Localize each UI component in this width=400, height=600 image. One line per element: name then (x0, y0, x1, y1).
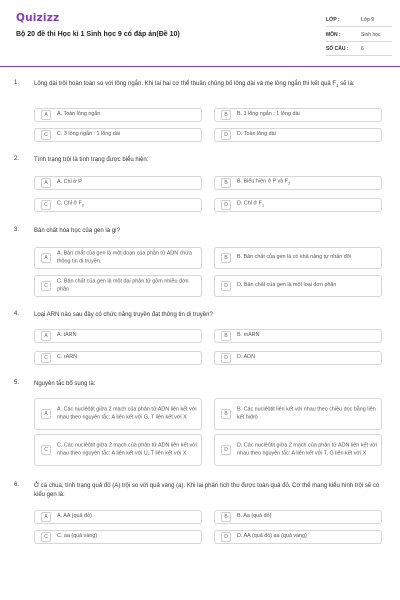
option-text: B. mARN (237, 332, 260, 339)
option-letter: A (41, 409, 51, 419)
question-text: Lông dài trội hoàn toàn so với lông ngắn. Khi lai hai cơ thể thuần chủng bố lông dài và mẹ lông ngắn thì kết quả $F_1$ sẽ là: (34, 81, 355, 89)
option-letter: D (221, 532, 231, 542)
option-text: D. Bản chất của gen là một loại đơn phân (237, 282, 337, 289)
option-letter: D (221, 200, 231, 210)
option-c[interactable] (34, 351, 202, 365)
question-number: 4. (14, 311, 20, 317)
meta-label: MÔN : (326, 31, 341, 38)
worksheet-meta (326, 14, 392, 58)
meta-value: Lớp 9 (361, 17, 375, 23)
option-text: A. Chỉ ở P (57, 179, 82, 186)
option-letter: B (221, 512, 231, 522)
option-d[interactable] (214, 275, 382, 297)
option-letter: D (221, 281, 231, 291)
option-letter: B (221, 331, 231, 341)
question-number: 1. (14, 80, 20, 86)
meta-row-question-count (326, 43, 392, 56)
option-letter: C (41, 532, 51, 542)
option-a[interactable] (34, 176, 202, 190)
option-a[interactable] (34, 108, 202, 122)
option-b[interactable] (214, 247, 382, 269)
option-c[interactable] (34, 128, 202, 142)
option-text: B. Các nuclêôtit liên kết với nhau theo chiều dọc bằng liên kết hiđrô (237, 406, 376, 420)
option-c[interactable] (34, 530, 202, 544)
option-letter: D (221, 353, 231, 363)
quizizz-logo: Quizizz (16, 12, 60, 24)
option-b[interactable] (214, 398, 382, 430)
option-c[interactable] (34, 275, 202, 297)
question-number: 5. (14, 380, 20, 386)
option-letter: B (221, 178, 231, 188)
option-letter: C (41, 200, 51, 210)
option-d[interactable] (214, 434, 382, 466)
option-a[interactable] (34, 329, 202, 343)
option-d[interactable] (214, 351, 382, 365)
option-letter: A (41, 253, 51, 263)
option-letter: B (221, 110, 231, 120)
option-text: D. Các nuclêôtit giữa 2 mạch của phân tử ADN liên kết với nhau theo nguyên tắc: A liên kết với T, G liên kết với X (237, 442, 377, 456)
question-text: Ở cà chua, tính trạng quả đỏ (A) trội so với quả vàng (a). Khi lai phân tích thu được toàn quả đỏ. Cơ thể mang kiểu hình trội sẽ có kiểu gen là: (34, 483, 380, 498)
question-number: 3. (14, 227, 20, 233)
option-a[interactable] (34, 247, 202, 269)
option-c[interactable] (34, 198, 202, 212)
option-text: D. ADN (237, 354, 255, 361)
option-text: B. Bản chất của gen là có khả năng tự nhân đôi (237, 254, 351, 261)
question-text: Tính trạng trội là tính trạng được biểu hiện: (34, 157, 149, 163)
header-divider (0, 66, 400, 67)
option-text: A. AA (quả đỏ) (57, 513, 92, 520)
option-text: D. Chỉ ở $F_1$ (237, 200, 265, 208)
option-letter: A (41, 512, 51, 522)
option-letter: A (41, 178, 51, 188)
option-text: C. rARN (57, 354, 78, 361)
option-letter: C (41, 281, 51, 291)
option-letter: C (41, 445, 51, 455)
option-letter: C (41, 353, 51, 363)
option-text: B. Aa (quả đỏ) (237, 513, 272, 520)
question-number: 6. (14, 482, 20, 488)
meta-label: SỐ CÂU : (326, 46, 349, 52)
option-letter: C (41, 130, 51, 140)
option-a[interactable] (34, 398, 202, 430)
option-c[interactable] (34, 434, 202, 466)
meta-row-subject (326, 29, 392, 42)
option-b[interactable] (214, 329, 382, 343)
option-letter: B (221, 253, 231, 263)
option-text: B. 1 lông ngắn : 1 lông dài (237, 111, 300, 118)
option-letter: D (221, 130, 231, 140)
meta-value: 6 (361, 46, 364, 52)
option-text: C. Bản chất của gen là một đại phân tử gồm nhiều đơn phân (57, 278, 189, 292)
option-letter: A (41, 110, 51, 120)
worksheet-header (0, 0, 400, 64)
option-text: D. AA (quả đỏ) aa (quả vàng) (237, 533, 307, 540)
option-d[interactable] (214, 198, 382, 212)
option-text: B. Biểu hiện ở P và $F_2$ (237, 178, 291, 186)
meta-row-class (326, 14, 392, 27)
question-text: Nguyên tắc bổ sung là: (34, 381, 96, 387)
option-letter: D (221, 445, 231, 455)
meta-label: LỚP : (326, 17, 340, 23)
option-a[interactable] (34, 510, 202, 524)
option-text: A. tARN (57, 332, 77, 339)
option-b[interactable] (214, 176, 382, 190)
question-text: Bản chất hóa học của gen là gì? (34, 228, 121, 234)
option-letter: B (221, 409, 231, 419)
meta-value: Sinh học (361, 31, 381, 38)
question-text: Loại ARN nào sau đây có chức năng truyền đạt thông tin di truyền? (34, 312, 213, 318)
option-text: D. Toàn lông dài (237, 131, 276, 138)
option-text: C. 3 lông ngắn : 1 lông dài (57, 131, 120, 138)
option-letter: A (41, 331, 51, 341)
option-d[interactable] (214, 128, 382, 142)
option-text: C. aa (quả vàng) (57, 533, 98, 540)
option-text: A. Toàn lông ngắn (57, 111, 101, 118)
option-text: C. Chỉ ở $F_2$ (57, 200, 85, 208)
option-b[interactable] (214, 510, 382, 524)
option-text: C. Các nuclêôtit giữa 2 mạch của phân tử ADN liên kết với nhau theo nguyên tắc: A liên kết với U, T liên kết với X (57, 442, 197, 456)
option-text: A. Bản chất của gen là một đoạn của phân tử ADN chứa thông tin di truyền. (57, 250, 192, 264)
question-number: 2. (14, 156, 20, 162)
worksheet-title: Bộ 20 đề thi Học kì 1 Sinh học 9 có đáp án(Đề 10) (16, 31, 180, 38)
option-text: A. Các nuclêôtit giữa 2 mạch của phân tử ADN liên kết với nhau theo nguyên tắc: A liên kết với G, T liên kết với X (57, 406, 197, 420)
option-b[interactable] (214, 108, 382, 122)
option-d[interactable] (214, 530, 382, 544)
